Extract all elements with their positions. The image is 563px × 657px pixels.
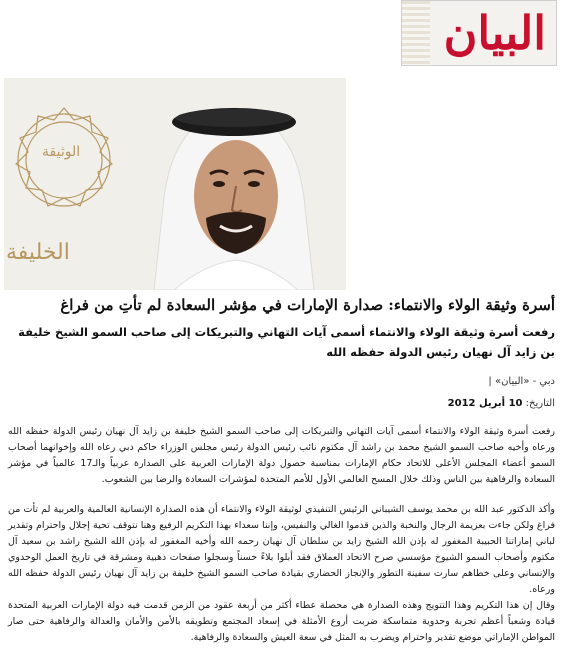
date-label: التاريخ: <box>525 398 555 409</box>
newspaper-logo: البيان <box>443 6 546 60</box>
date-value: 10 أبريل 2012 <box>447 398 523 409</box>
article-subheadline: رفعت أسرة وثيقة الولاء والانتماء أسمى آيات التهاني والتبريكات إلى صاحب السمو الشيخ خليفة بن زايد آل نهيان رئيس الدولة حفظه الله <box>18 325 555 359</box>
seal-bottom-caption: الخليفة <box>6 240 70 265</box>
article-photo <box>4 78 346 290</box>
article-date <box>448 398 555 409</box>
newspaper-masthead <box>401 0 557 66</box>
masthead-pattern <box>402 1 430 65</box>
article-headline: أسرة وثيقة الولاء والانتماء: صدارة الإمارات في مؤشر السعادة لم تأتِ من فراغ <box>60 296 555 314</box>
article-paragraph: وأكد الدكتور عبد الله بن محمد يوسف الشيباني الرئيس التنفيذي لوثيقة الولاء والانتماء أن هذه الصدارة الإنسانية العالمية والعربية لم تأت من فراغ ولكن جاءت بعزيمة الرجال والنخبة والذين قدموا الغالي والنفيس، وإننا سعداء بهذا التكريم الرفيع وهنا نتوقف تحية إجلال واحترام وتقدير لباني إماراتنا الحبيبة المغفور له بإذن الله الشيخ زايد بن سلطان آل نهيان رحمه الله وأخيه المغفور له بإذن الله الشيخ راشد بن سعيد آل مكتوم وأصحاب السمو الشيوخ مؤسسي صرح الاتحاد العملاق فقد أبلوا بلاءً حسناً وسجلوا صفحات ذهبية ومشرقة في تاريخ العمل الوحدوي والإنساني وعلى خطاهم سارت سفينة التطور والإنجاز الحضاري بقيادة صاحب السمو الشيخ خليفة بن زايد آل نهيان رئيس الدولة حفظه الله ورعاه. <box>8 504 555 595</box>
article-paragraph: رفعت أسرة وثيقة الولاء والانتماء أسمى آيات التهاني والتبريكات إلى صاحب السمو الشيخ خليفة بن زايد آل نهيان رئيس الدولة حفظه الله ورعاه وأخيه صاحب السمو الشيخ محمد بن راشد آل مكتوم نائب رئيس الدولة رئيس مجلس الوزراء حاكم دبي رعاه الله وإخوانهما أصحاب السمو أعضاء المجلس الأعلى للاتحاد حكام الإمارات بمناسبة حصول دولة الإمارات العربية على الصدارة عربياً والـ17 عالمياً في مؤشر السعادة والرفاهية بين الناس وذلك خلال المسح العالمي الأول للأمم المتحدة لمؤشرات السعادة والرضا بين الشعوب. <box>8 426 555 485</box>
article-byline: دبي - «البيان» | <box>488 376 555 387</box>
portrait-illustration <box>114 78 346 290</box>
article-paragraph: وقال إن هذا التكريم وهذا التتويج وهذه الصدارة هي محصلة عطاء أكثر من أربعة عقود من الزمن قدمت فيه دولة الإمارات العربية المتحدة قيادة وشعباً أعظم تجربة وحدوية متماسكة ضربت أروع الأمثلة في إسعاد المجتمع وتطويقه بالأمن والأمان والعدالة والرفاهية حتى صار المواطن الإماراتي موضع تقدير واحترام ويضرب به المثل في سعة العيش والسعادة والرفاهية. <box>8 600 555 643</box>
seal-caption: الوثيقة <box>42 144 81 160</box>
